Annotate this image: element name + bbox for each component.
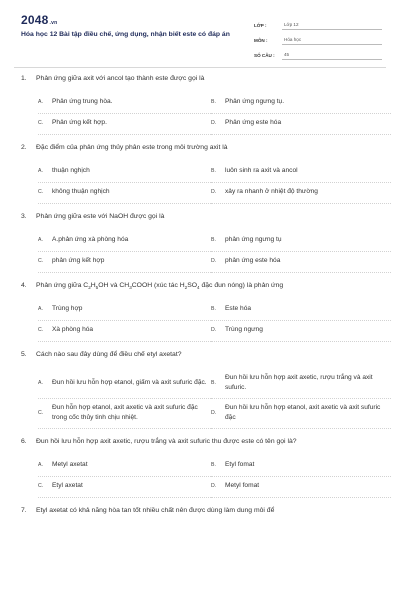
question-stem: Đặc điểm của phản ứng thủy phân este trong môi trường axit là (36, 144, 228, 151)
question-number: 5. (21, 351, 27, 358)
option-text: Đun hồi lưu hỗn hợp etanol, giấm và axit sufuric đặc. (52, 379, 207, 386)
answer-option-b[interactable] (211, 456, 391, 477)
answer-option-c[interactable] (38, 321, 211, 342)
question-4 (0, 281, 400, 350)
question-text (21, 506, 382, 516)
logo-suffix: .vn (49, 20, 58, 26)
option-text: Xà phòng hóa (52, 326, 94, 333)
question-text (21, 350, 382, 360)
answer-option-c[interactable] (38, 399, 211, 429)
option-text: Este hóa (225, 305, 252, 312)
answer-option-c[interactable] (38, 183, 211, 204)
answer-options (38, 162, 382, 204)
option-letter: B. (211, 306, 216, 312)
meta-subject-row (254, 30, 382, 45)
answer-option-a[interactable] (38, 369, 211, 399)
question-number: 6. (21, 438, 27, 445)
question-stem: Phản ứng giữa axit với ancol tạo thành este được gọi là (36, 75, 205, 82)
answer-option-b[interactable] (211, 93, 391, 114)
question-text (21, 437, 382, 447)
answer-option-a[interactable] (38, 93, 211, 114)
answer-option-c[interactable] (38, 477, 211, 498)
answer-option-d[interactable] (211, 399, 391, 429)
option-text: A.phản ứng xà phòng hóa (52, 236, 129, 243)
option-letter: A. (38, 99, 43, 105)
option-letter: C. (38, 410, 44, 416)
option-letter: A. (38, 462, 43, 468)
option-letter: C. (38, 327, 44, 333)
answer-option-b[interactable] (211, 300, 391, 321)
option-text: Đun hồi lưu hỗn hợp etanol, axit axetic và axit sufuric đặc (225, 404, 381, 421)
answer-option-a[interactable] (38, 231, 211, 252)
question-number: 1. (21, 75, 27, 82)
answer-option-c[interactable] (38, 114, 211, 135)
question-stem: Đun hồi lưu hỗn hợp axit axetic, rượu trắng và axit sufuric thu được este có tên gọi là? (36, 438, 297, 445)
question-number: 4. (21, 282, 27, 289)
option-letter: D. (211, 189, 217, 195)
option-text: Phản ứng kết hợp. (52, 119, 107, 126)
header-divider (14, 67, 386, 68)
answer-option-d[interactable] (211, 252, 391, 273)
meta-count-label: SỐ CÂU : (254, 53, 275, 58)
question-stem: Phản ứng giữa $C_2H_5OH$ và $CH_3COOH$ (xúc tác $H_2SO_4$ đặc đun nóng) là phản ứng (36, 282, 284, 290)
answer-options (38, 93, 382, 135)
answer-option-d[interactable] (211, 114, 391, 135)
option-text: Trùng ngưng (225, 326, 263, 333)
question-stem: Cách nào sau đây dùng để điều chế etyl axetat? (36, 351, 182, 358)
option-text: Etyl axetat (52, 482, 83, 489)
question-6 (0, 437, 400, 506)
option-letter: A. (38, 168, 43, 174)
question-2 (0, 143, 400, 212)
option-letter: A. (38, 306, 43, 312)
option-text: Metyl axetat (52, 461, 88, 468)
answer-option-b[interactable] (211, 162, 391, 183)
question-1 (0, 74, 400, 143)
question-text (21, 281, 382, 291)
option-text: Metyl fomat (225, 482, 260, 489)
option-letter: D. (211, 120, 217, 126)
option-text: Trùng hợp (52, 305, 83, 312)
question-text (21, 143, 382, 153)
answer-options (38, 369, 382, 429)
option-letter: A. (38, 237, 43, 243)
meta-subject-value: Hóa học (282, 37, 382, 45)
option-letter: B. (211, 168, 216, 174)
option-text: Phản ứng este hóa (225, 119, 282, 126)
meta-class-value: Lớp 12 (282, 22, 382, 30)
answer-options (38, 231, 382, 273)
option-text: Phản ứng trung hòa. (52, 98, 113, 105)
option-text: xảy ra nhanh ở nhiệt độ thường (225, 188, 318, 195)
option-text: thuận nghịch (52, 167, 90, 174)
option-text: Đun hỗn hợp etanol, axit axetic và axit sufuric đặc trong cốc thủy tinh chịu nhiệt. (52, 404, 198, 421)
meta-class-row (254, 15, 382, 30)
option-letter: D. (211, 483, 217, 489)
question-number: 2. (21, 144, 27, 151)
option-letter: B. (211, 380, 216, 386)
document-meta (254, 15, 382, 60)
option-text: Đun hồi lưu hỗn hợp axit axetic, rượu trắng và axit sufuric. (225, 374, 373, 391)
question-list (0, 74, 400, 525)
option-letter: D. (211, 410, 217, 416)
answer-option-a[interactable] (38, 162, 211, 183)
document-title: Hóa học 12 Bài tập điều chế, ứng dụng, nhận biết este có đáp án (21, 31, 230, 38)
site-logo[interactable] (21, 13, 57, 27)
option-text: luôn sinh ra axit và ancol (225, 167, 298, 174)
answer-options (38, 456, 382, 498)
question-7 (0, 506, 400, 516)
option-letter: B. (211, 237, 216, 243)
option-text: phản ứng ngưng tụ (225, 236, 282, 243)
answer-option-b[interactable] (211, 369, 391, 399)
option-letter: C. (38, 483, 44, 489)
question-stem: Phản ứng giữa este với NaOH được gọi là (36, 213, 165, 220)
answer-option-a[interactable] (38, 300, 211, 321)
question-number: 7. (21, 507, 27, 514)
option-text: phản ứng este hóa (225, 257, 281, 264)
answer-option-d[interactable] (211, 321, 391, 342)
meta-count-row (254, 45, 382, 60)
question-stem: Etyl axetat có khả năng hòa tan tốt nhiều chất nên được dùng làm dung môi để (36, 507, 275, 514)
document-header (0, 0, 400, 66)
meta-class-label: LỚP : (254, 23, 267, 28)
answer-option-a[interactable] (38, 456, 211, 477)
logo-text: 2048 (21, 13, 49, 27)
option-letter: D. (211, 258, 217, 264)
option-letter: B. (211, 462, 216, 468)
answer-option-b[interactable] (211, 231, 391, 252)
answer-option-c[interactable] (38, 252, 211, 273)
question-text (21, 74, 382, 84)
option-text: phản ứng kết hợp (52, 257, 105, 264)
question-5 (0, 350, 400, 437)
meta-count-value: 45 (282, 52, 382, 60)
option-letter: C. (38, 120, 44, 126)
option-text: Etyl fomat (225, 461, 255, 468)
question-3 (0, 212, 400, 281)
answer-option-d[interactable] (211, 477, 391, 498)
option-letter: A. (38, 380, 43, 386)
answer-option-d[interactable] (211, 183, 391, 204)
option-text: Phản ứng ngưng tụ. (225, 98, 285, 105)
option-letter: D. (211, 327, 217, 333)
answer-options (38, 300, 382, 342)
option-letter: C. (38, 258, 44, 264)
option-letter: C. (38, 189, 44, 195)
option-text: không thuận nghịch (52, 188, 110, 195)
question-text (21, 212, 382, 222)
option-letter: B. (211, 99, 216, 105)
meta-subject-label: MÔN : (254, 38, 268, 43)
question-number: 3. (21, 213, 27, 220)
